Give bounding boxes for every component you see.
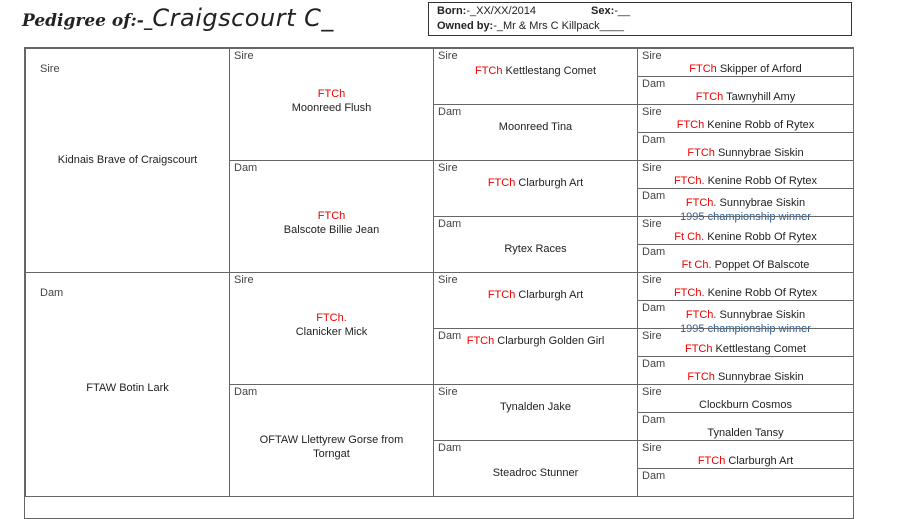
born-value: -_XX/XX/2014 (466, 5, 537, 17)
parent-role-label: Dam (642, 414, 666, 426)
dog-entry (638, 62, 853, 76)
parent-role-label: Sire (642, 442, 662, 454)
gen3-dam-cell (433, 216, 638, 273)
field-trial-title: FTCh. (685, 309, 717, 321)
dog-name: Craigscourt C_ (152, 4, 334, 32)
field-trial-title: FTCh (689, 63, 717, 75)
dog-name: Sunnybrae Siskin (719, 309, 806, 321)
parent-role-label: Sire (642, 330, 662, 342)
dog-name: Clarburgh Golden Girl (497, 335, 605, 347)
gen4-sire-cell (637, 48, 854, 77)
gen3-dam-cell (433, 328, 638, 385)
dog-name: Clanicker Mick (295, 326, 368, 338)
parent-role-label: Sire (234, 274, 254, 286)
dog-entry (434, 242, 637, 256)
dog-entry (230, 209, 433, 237)
dog-name: Rytex Races (504, 243, 567, 255)
dog-entry (638, 230, 853, 244)
dog-name: Tynalden Jake (500, 401, 571, 413)
parent-role-label: Sire (642, 386, 662, 398)
dog-name: Moonreed Flush (291, 102, 372, 114)
owner-row (437, 20, 624, 32)
field-trial-title: FTCh (317, 210, 346, 222)
gen4-dam-cell (637, 188, 854, 223)
dog-name: Clockburn Cosmos (699, 399, 792, 411)
dog-name: Kidnais Brave of Craigscourt (57, 154, 198, 166)
parent-role-label: Dam (642, 78, 666, 90)
dog-name: Kenine Robb Of Rytex (707, 287, 818, 299)
field-trial-title: FTCh (466, 335, 495, 347)
gen4-dam-cell (637, 132, 854, 161)
dog-entry (434, 466, 637, 480)
dog-name: Clarburgh Art (518, 177, 584, 189)
field-trial-title: FTCh. (316, 312, 347, 324)
dog-entry (638, 146, 853, 160)
dog-entry (638, 398, 853, 412)
field-trial-title: FTCh (697, 455, 726, 467)
gen2-sire-cell (229, 272, 434, 385)
parent-role-label: Dam (438, 218, 462, 230)
gen2-dam-cell (229, 384, 434, 497)
pedigree-title (22, 4, 334, 38)
pedigree-grid (24, 47, 854, 519)
parent-role-label: Sire (642, 218, 662, 230)
gen3-dam-cell (433, 440, 638, 497)
gen4-dam-cell (637, 356, 854, 385)
parent-role-label: Dam (642, 470, 666, 482)
field-trial-title: FTCh (474, 65, 503, 77)
parent-role-label: Dam (438, 106, 462, 118)
parent-role-label: Sire (642, 106, 662, 118)
dog-entry (230, 433, 433, 461)
parent-role-label: Sire (40, 63, 60, 75)
dog-info-box (428, 2, 852, 36)
dog-name: OFTAW Llettyrew Gorse from Torngat (259, 434, 404, 460)
gen2-dam-cell (229, 160, 434, 273)
dog-entry (434, 176, 637, 190)
gen3-dam-cell (433, 104, 638, 161)
parent-role-label: Sire (438, 386, 458, 398)
dog-name: Poppet Of Balscote (714, 259, 810, 271)
dog-entry (638, 258, 853, 272)
field-trial-title: FTCh (695, 91, 724, 103)
gen4-sire-cell (637, 104, 854, 133)
parent-role-label: Dam (234, 162, 258, 174)
parent-role-label: Dam (234, 386, 258, 398)
parent-role-label: Dam (40, 287, 64, 299)
dog-entry (434, 400, 637, 414)
parent-role-label: Sire (642, 162, 662, 174)
field-trial-title: FTCh. (673, 287, 705, 299)
dog-name: Kettlestang Comet (715, 343, 807, 355)
dog-name: Sunnybrae Siskin (719, 197, 806, 209)
field-trial-title: FTCh. (673, 175, 705, 187)
gen4-sire-cell (637, 216, 854, 245)
dog-name: Steadroc Stunner (492, 467, 579, 479)
parent-role-label: Sire (642, 50, 662, 62)
parent-role-label: Dam (642, 246, 666, 258)
parent-role-label: Sire (438, 50, 458, 62)
field-trial-title: FTCh (684, 343, 713, 355)
gen3-sire-cell (433, 272, 638, 329)
achievement-note: 1995 championship winner (680, 211, 811, 223)
gen4-sire-cell (637, 160, 854, 189)
born-row (437, 5, 536, 17)
dog-name: Sunnybrae Siskin (717, 371, 804, 383)
title-label: Pedigree of:-_ (22, 11, 153, 31)
gen4-dam-cell (637, 412, 854, 441)
born-label: Born: (437, 5, 467, 17)
parent-role-label: Sire (642, 274, 662, 286)
dog-name: Kettlestang Comet (505, 65, 597, 77)
parent-role-label: Dam (438, 442, 462, 454)
gen4-sire-cell (637, 440, 854, 469)
dog-name: Kenine Robb Of Rytex (707, 231, 817, 243)
field-trial-title: FTCh (317, 88, 346, 100)
dog-entry (434, 120, 637, 134)
parent-role-label: Dam (642, 190, 666, 202)
dog-entry (26, 381, 229, 395)
parent-role-label: Dam (642, 134, 666, 146)
gen3-sire-cell (433, 160, 638, 217)
dog-entry (230, 311, 433, 339)
field-trial-title: FTCh (687, 371, 715, 383)
dog-entry (638, 90, 853, 104)
dog-entry (434, 288, 637, 302)
dog-name: Clarburgh Art (728, 455, 794, 467)
dog-entry (638, 342, 853, 356)
dog-name: Kenine Robb of Rytex (707, 119, 815, 131)
gen4-dam-cell (637, 300, 854, 335)
gen4-dam-cell (637, 76, 854, 105)
parent-role-label: Sire (234, 50, 254, 62)
dog-entry (434, 64, 637, 78)
dog-entry (638, 426, 853, 440)
field-trial-title: FTCh (687, 147, 715, 159)
parent-role-label: Dam (642, 358, 666, 370)
dog-name: Clarburgh Art (518, 289, 584, 301)
dog-name: Balscote Billie Jean (283, 224, 380, 236)
dog-entry (230, 87, 433, 115)
field-trial-title: Ft Ch. (674, 231, 705, 243)
gen3-sire-cell (433, 48, 638, 105)
field-trial-title: FTCh (487, 289, 516, 301)
dog-name: Tawnyhill Amy (726, 91, 796, 103)
field-trial-title: FTCh. (685, 197, 717, 209)
dog-entry (638, 286, 853, 300)
dog-entry (638, 118, 853, 132)
achievement-note: 1995 championship winner (680, 323, 811, 335)
gen4-sire-cell (637, 384, 854, 413)
dog-entry (26, 153, 229, 167)
dog-name: Skipper of Arford (719, 63, 802, 75)
dog-entry (434, 334, 637, 348)
dog-name: Kenine Robb Of Rytex (707, 175, 818, 187)
dog-name: FTAW Botin Lark (86, 382, 169, 394)
dog-entry (638, 454, 853, 468)
dog-entry (638, 174, 853, 188)
field-trial-title: Ft Ch. (681, 259, 712, 271)
gen1-dam-cell (25, 272, 230, 497)
dog-name: Moonreed Tina (498, 121, 573, 133)
dog-entry (638, 370, 853, 384)
gen4-dam-cell (637, 468, 854, 497)
parent-role-label: Sire (438, 162, 458, 174)
dog-name: Tynalden Tansy (707, 427, 784, 439)
parent-role-label: Dam (642, 302, 666, 314)
parent-role-label: Dam (438, 330, 462, 342)
gen4-sire-cell (637, 328, 854, 357)
gen4-dam-cell (637, 244, 854, 273)
owned-label: Owned by: (437, 20, 494, 32)
sex-label: Sex: (591, 5, 615, 17)
sex-value: -__ (614, 5, 631, 17)
owned-value: -_Mr & Mrs C Killpack____ (493, 20, 625, 32)
sex-row (591, 5, 630, 17)
gen1-sire-cell (25, 48, 230, 273)
field-trial-title: FTCh (487, 177, 516, 189)
gen3-sire-cell (433, 384, 638, 441)
field-trial-title: FTCh (676, 119, 705, 131)
parent-role-label: Sire (438, 274, 458, 286)
gen4-sire-cell (637, 272, 854, 301)
dog-name: Sunnybrae Siskin (717, 147, 804, 159)
gen2-sire-cell (229, 48, 434, 161)
